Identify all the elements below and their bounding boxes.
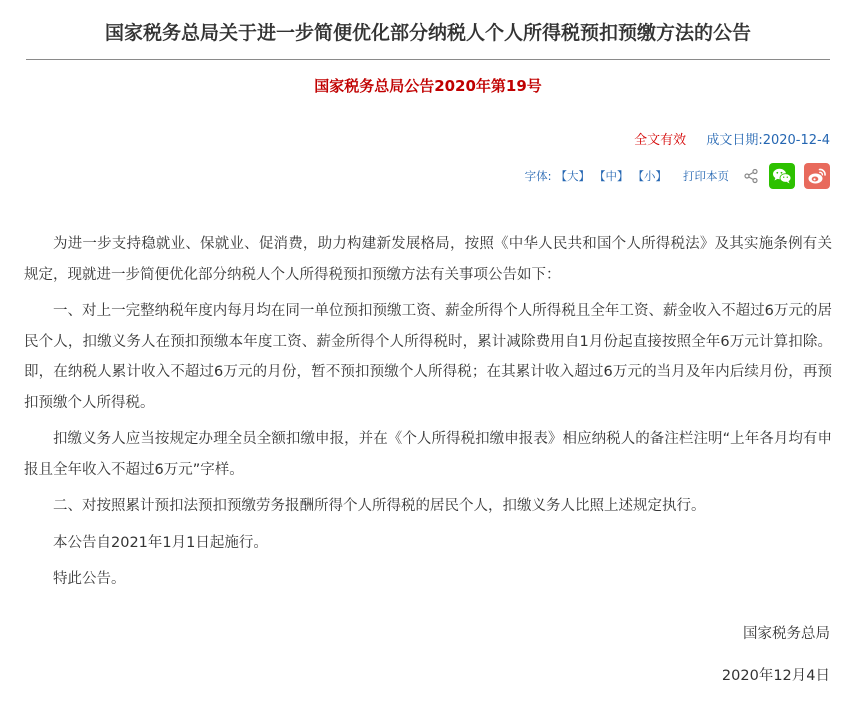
share-icon[interactable] <box>743 168 759 184</box>
page-title: 国家税务总局关于进一步简便优化部分纳税人个人所得税预扣预缴方法的公告 <box>104 22 751 44</box>
title-divider <box>26 59 830 60</box>
validity-status: 全文有效 <box>634 133 687 148</box>
signature-block <box>722 624 830 686</box>
date-value: 2020-12-4 <box>762 133 830 148</box>
body-paragraph: 二、对按照累计预扣法预扣预缴劳务报酬所得个人所得税的居民个人，扣缴义务人比照上述规定执行。 <box>53 498 706 514</box>
font-medium-button[interactable]: 【中】 <box>594 169 629 183</box>
body-paragraph: 为进一步支持稳就业、保就业、促消费，助力构建新发展格局，按照《中华人民共和国个人所得税法》及其实施条例有关规定，现就进一步简便优化部分纳税人个人所得税预扣预缴方法有关事项公告如下： <box>24 236 832 283</box>
weibo-icon[interactable] <box>804 163 830 189</box>
body-paragraph: 扣缴义务人应当按规定办理全员全额扣缴申报，并在《个人所得税扣缴申报表》相应纳税人的备注栏注明“上年各月均有申报且全年收入不超过6万元”字样。 <box>24 431 832 478</box>
meta-info <box>634 131 830 151</box>
body-paragraph: 特此公告。 <box>53 571 126 587</box>
issue-date: 2020年12月4日 <box>721 668 830 684</box>
body-paragraph: 一、对上一完整纳税年度内每月均在同一单位预扣预缴工资、薪金所得个人所得税且全年工资、薪金收入不超过6万元的居民个人，扣缴义务人在预扣预缴本年度工资、薪金所得个人所得税时，累计减除费用自1月份起直接按照全年6万元计算扣除。即，在纳税人累计收入不超过6万元的月份，暂不预扣预缴个人所得税；在其累计收入超过6万元的当月及年内后续月份，再预扣预缴个人所得税。 <box>24 303 832 411</box>
document-number: 国家税务总局公告2020年第19号 <box>314 77 542 95</box>
announcement-body <box>24 229 832 595</box>
font-size-label: 字体: <box>524 169 552 183</box>
wechat-icon[interactable] <box>769 163 795 189</box>
print-button[interactable]: 打印本页 <box>683 169 729 183</box>
page-tools <box>525 162 830 190</box>
date-label: 成文日期: <box>706 133 763 148</box>
font-large-button[interactable]: 【大】 <box>555 169 590 183</box>
font-small-button[interactable]: 【小】 <box>632 169 667 183</box>
body-paragraph: 本公告自2021年1月1日起施行。 <box>53 534 268 551</box>
issuer-name: 国家税务总局 <box>743 626 830 642</box>
